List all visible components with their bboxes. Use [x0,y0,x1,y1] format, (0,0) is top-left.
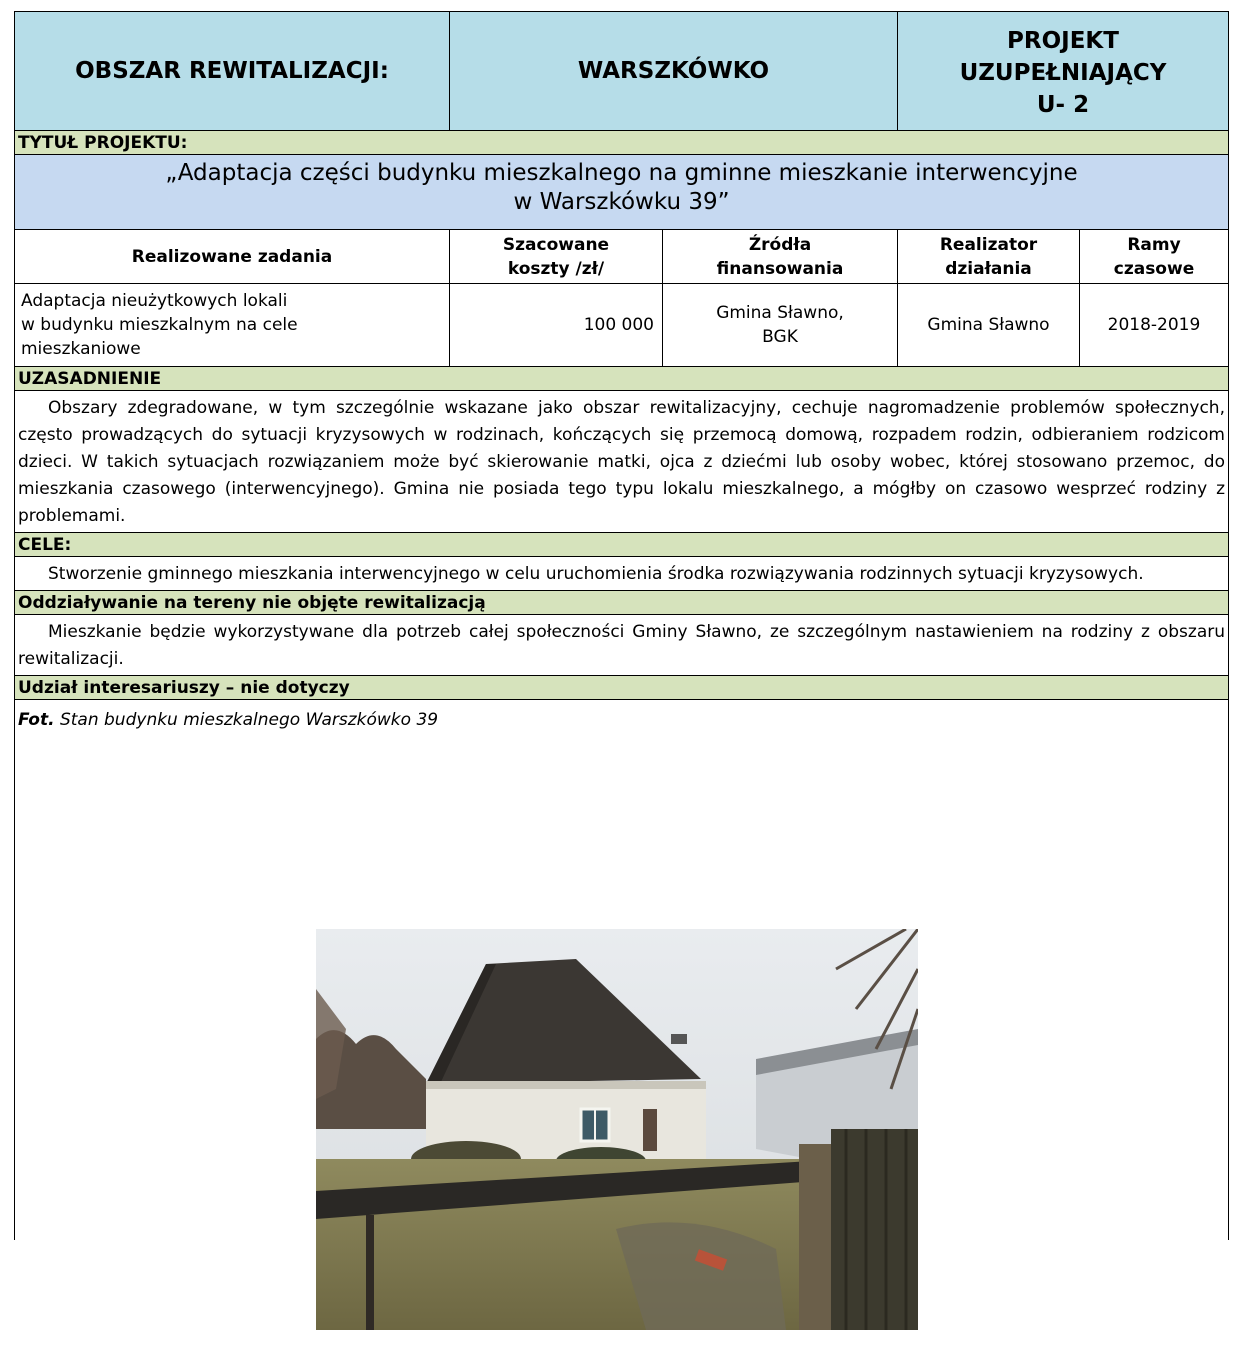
cost-cell: 100 000 [450,284,663,367]
impact-label: Oddziaływanie na tereny nie objęte rewitalizacją [15,591,1229,615]
col-header-costs-1: Szacowane [502,234,610,255]
project-type-line2: UZUPEŁNIAJĄCY [959,60,1167,86]
col-header-timeframe-2: czasowe [1113,258,1195,279]
task-line3: mieszkaniowe [21,339,141,359]
house-photo [316,929,918,1330]
stakeholders-label: Udział interesariuszy – nie dotyczy [15,676,1229,700]
project-title-line1: „Adaptacja części budynku mieszkalnego na gminne mieszkanie interwencyjne [165,160,1078,186]
timeframe-cell: 2018-2019 [1080,284,1229,367]
justification-text-cell [15,391,1229,533]
project-title-row [15,155,1229,230]
col-header-funding-2: finansowania [716,258,844,279]
col-header-funding [663,230,898,284]
impact-text-cell [15,615,1229,676]
project-title-line2: w Warszkówku 39” [513,189,730,215]
col-header-costs [450,230,663,284]
col-header-funding-1: Źródła [748,234,812,255]
funding-line1: Gmina Sławno, [716,303,844,323]
photo-caption-text: Stan budynku mieszkalnego Warszkówko 39 [59,710,439,730]
col-header-executor-2: działania [945,258,1032,279]
justification-label: UZASADNIENIE [15,367,1229,391]
col-header-task: Realizowane zadania [15,230,450,284]
project-type [898,12,1229,131]
funding-cell [663,284,898,367]
tasks-header-row [15,230,1229,284]
goals-text-cell [15,557,1229,591]
photo-caption-prefix: Fot. [18,710,55,730]
table-row [15,284,1229,367]
project-code: U- 2 [1036,92,1090,118]
goals-label: CELE: [15,533,1229,557]
project-title [15,155,1229,230]
section-title-label: TYTUŁ PROJEKTU: [15,131,1229,155]
col-header-timeframe [1080,230,1229,284]
task-cell [15,284,450,367]
project-type-line1: PROJEKT [1007,28,1119,54]
col-header-costs-2: koszty /zł/ [507,258,605,279]
header-row [15,12,1229,131]
photo-caption [18,710,1225,730]
task-line2: w budynku mieszkalnym na cele [21,315,298,335]
justification-text: Obszary zdegradowane, w tym szczególnie wskazane jako obszar rewitalizacyjny, cechuje nagromadzenie problemów społecznych, często prowadzących do sytuacji kryzysowych w rodzinach, kończących się przemocą domową, rozpadem rodzin, odbieraniem rodzicom dzieci. W takich sytuacjach rozwiązaniem może być skierowanie matki, ojca z dziećmi lub osoby wobec, której stosowano przemoc, do mieszkania czasowego (interwencyjnego). Gmina nie posiada tego typu lokalu mieszkalnego, a mógłby on czasowo wesprzeć rodziny z problemami. [18,398,1225,526]
col-header-timeframe-1: Ramy [1127,234,1181,255]
task-line1: Adaptacja nieużytkowych lokali [21,291,288,311]
area-name: WARSZKÓWKO [450,12,898,131]
executor-cell: Gmina Sławno [898,284,1080,367]
area-label: OBSZAR REWITALIZACJI: [15,12,450,131]
goals-text: Stworzenie gminnego mieszkania interwencyjnego w celu uruchomienia środka rozwiązywania rodzinnych sytuacji kryzysowych. [48,564,1144,584]
impact-text: Mieszkanie będzie wykorzystywane dla potrzeb całej społeczności Gminy Sławno, ze szczególnym nastawieniem na rodziny z obszaru rewitalizacji. [18,622,1225,669]
funding-line2: BGK [762,327,798,347]
col-header-executor-1: Realizator [939,234,1038,255]
col-header-executor [898,230,1080,284]
